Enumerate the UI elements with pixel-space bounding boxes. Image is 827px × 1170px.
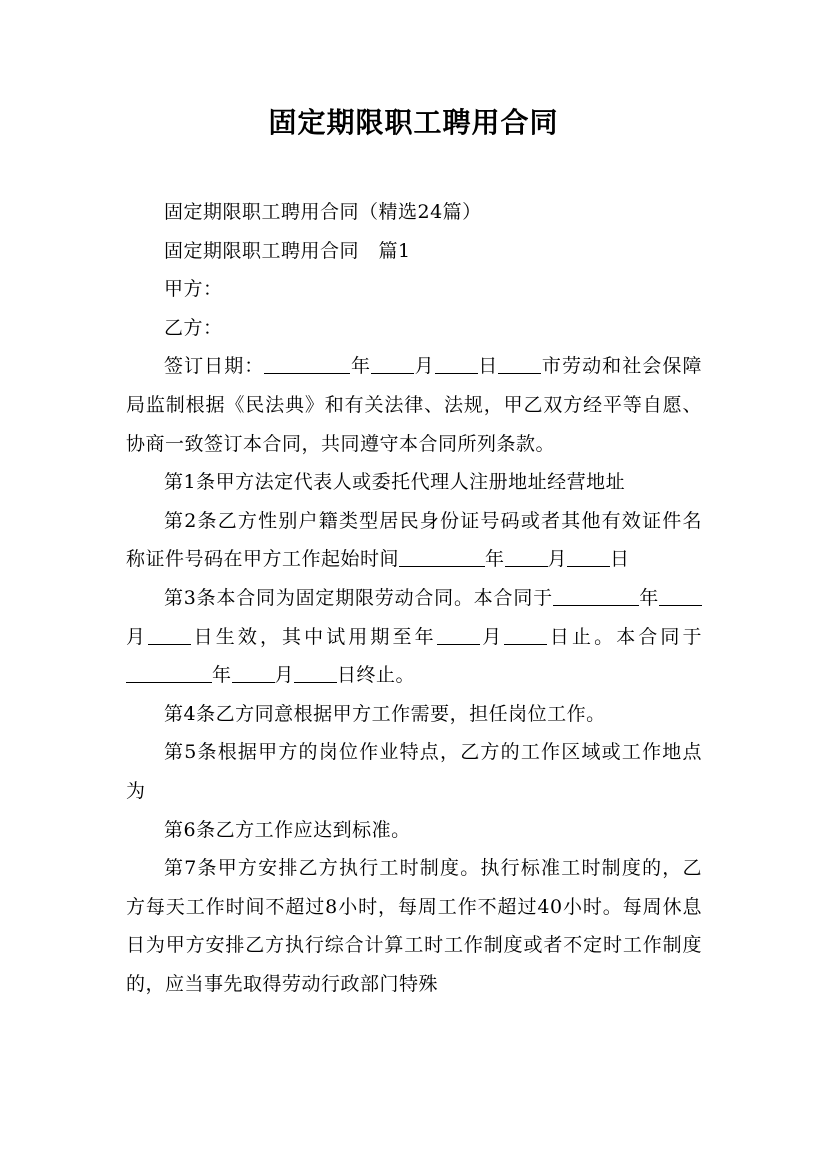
party-b: 乙方：: [164, 316, 223, 339]
clause-3-month-3: 月: [274, 664, 295, 687]
blank-line: [553, 586, 639, 606]
sign-rest: 市劳动和社会保障局监制根据《民法典》和有关法律、法规，甲乙双方经平等自愿、协商一致签订本合同，共同遵守本合同所列条款。: [126, 355, 702, 455]
sign-date-label: 签订日期：: [164, 355, 265, 378]
clause-3-text-a: 第3条本合同为固定期限劳动合同。本合同于: [164, 586, 553, 609]
document-body: [126, 193, 702, 1003]
blank-line: [399, 547, 485, 567]
blank-line: [264, 354, 350, 374]
clause-3-month-2: 月: [479, 625, 505, 648]
clause-2-year: 年: [485, 548, 505, 571]
blank-line: [435, 354, 478, 374]
clause-2-text: 第2条乙方性别户籍类型居民身份证号码或者其他有效证件名称证件号码在甲方工作起始时间: [126, 509, 702, 571]
clause-4: 第4条乙方同意根据甲方工作需要，担任岗位工作。: [164, 702, 606, 725]
blank-line: [148, 625, 191, 645]
blank-line: [659, 586, 702, 606]
blank-line: [504, 625, 547, 645]
clause-3-month-1: 月: [126, 625, 149, 648]
clause-6: 第6条乙方工作应达到标准。: [164, 818, 411, 841]
blank-line: [567, 547, 610, 567]
clause-3-text-c: 日止。本合同于: [547, 625, 702, 648]
clause-5: 第5条根据甲方的岗位作业特点，乙方的工作区域或工作地点为: [126, 741, 702, 802]
clause-3-year-3: 年: [212, 664, 232, 687]
article-heading: 固定期限职工聘用合同 篇1: [164, 239, 411, 262]
party-a: 甲方：: [164, 278, 223, 301]
sign-date-paragraph: [126, 347, 702, 463]
blank-line: [498, 354, 541, 374]
blank-line: [437, 625, 480, 645]
blank-line: [294, 663, 337, 683]
clause-3-text-b: 日生效，其中试用期至年: [191, 625, 437, 648]
blank-line: [505, 547, 548, 567]
sign-month: 月: [414, 355, 435, 378]
clause-3: [126, 579, 702, 695]
clause-2: [126, 502, 702, 579]
document-title: 固定期限职工聘用合同: [268, 106, 559, 139]
sign-year: 年: [350, 355, 372, 378]
blank-line: [371, 354, 414, 374]
clause-3-year-1: 年: [638, 586, 659, 609]
blank-line: [126, 663, 212, 683]
clause-3-text-d: 日终止。: [337, 664, 416, 687]
clause-1: 第1条甲方法定代表人或委托代理人注册地址经营地址: [164, 471, 626, 494]
clause-2-day: 日: [610, 548, 630, 571]
subtitle: 固定期限职工聘用合同（精选24篇）: [164, 201, 482, 223]
clause-7: 第7条甲方安排乙方执行工时制度。执行标准工时制度的，乙方每天工作时间不超过8小时，每周工作不超过40小时。每周休息日为甲方安排乙方执行综合计算工时工作制度或者不定时工作制度的，应当事先取得劳动行政部门特殊: [126, 857, 702, 995]
blank-line: [232, 663, 275, 683]
clause-2-month: 月: [547, 548, 568, 571]
sign-day: 日: [477, 355, 499, 378]
